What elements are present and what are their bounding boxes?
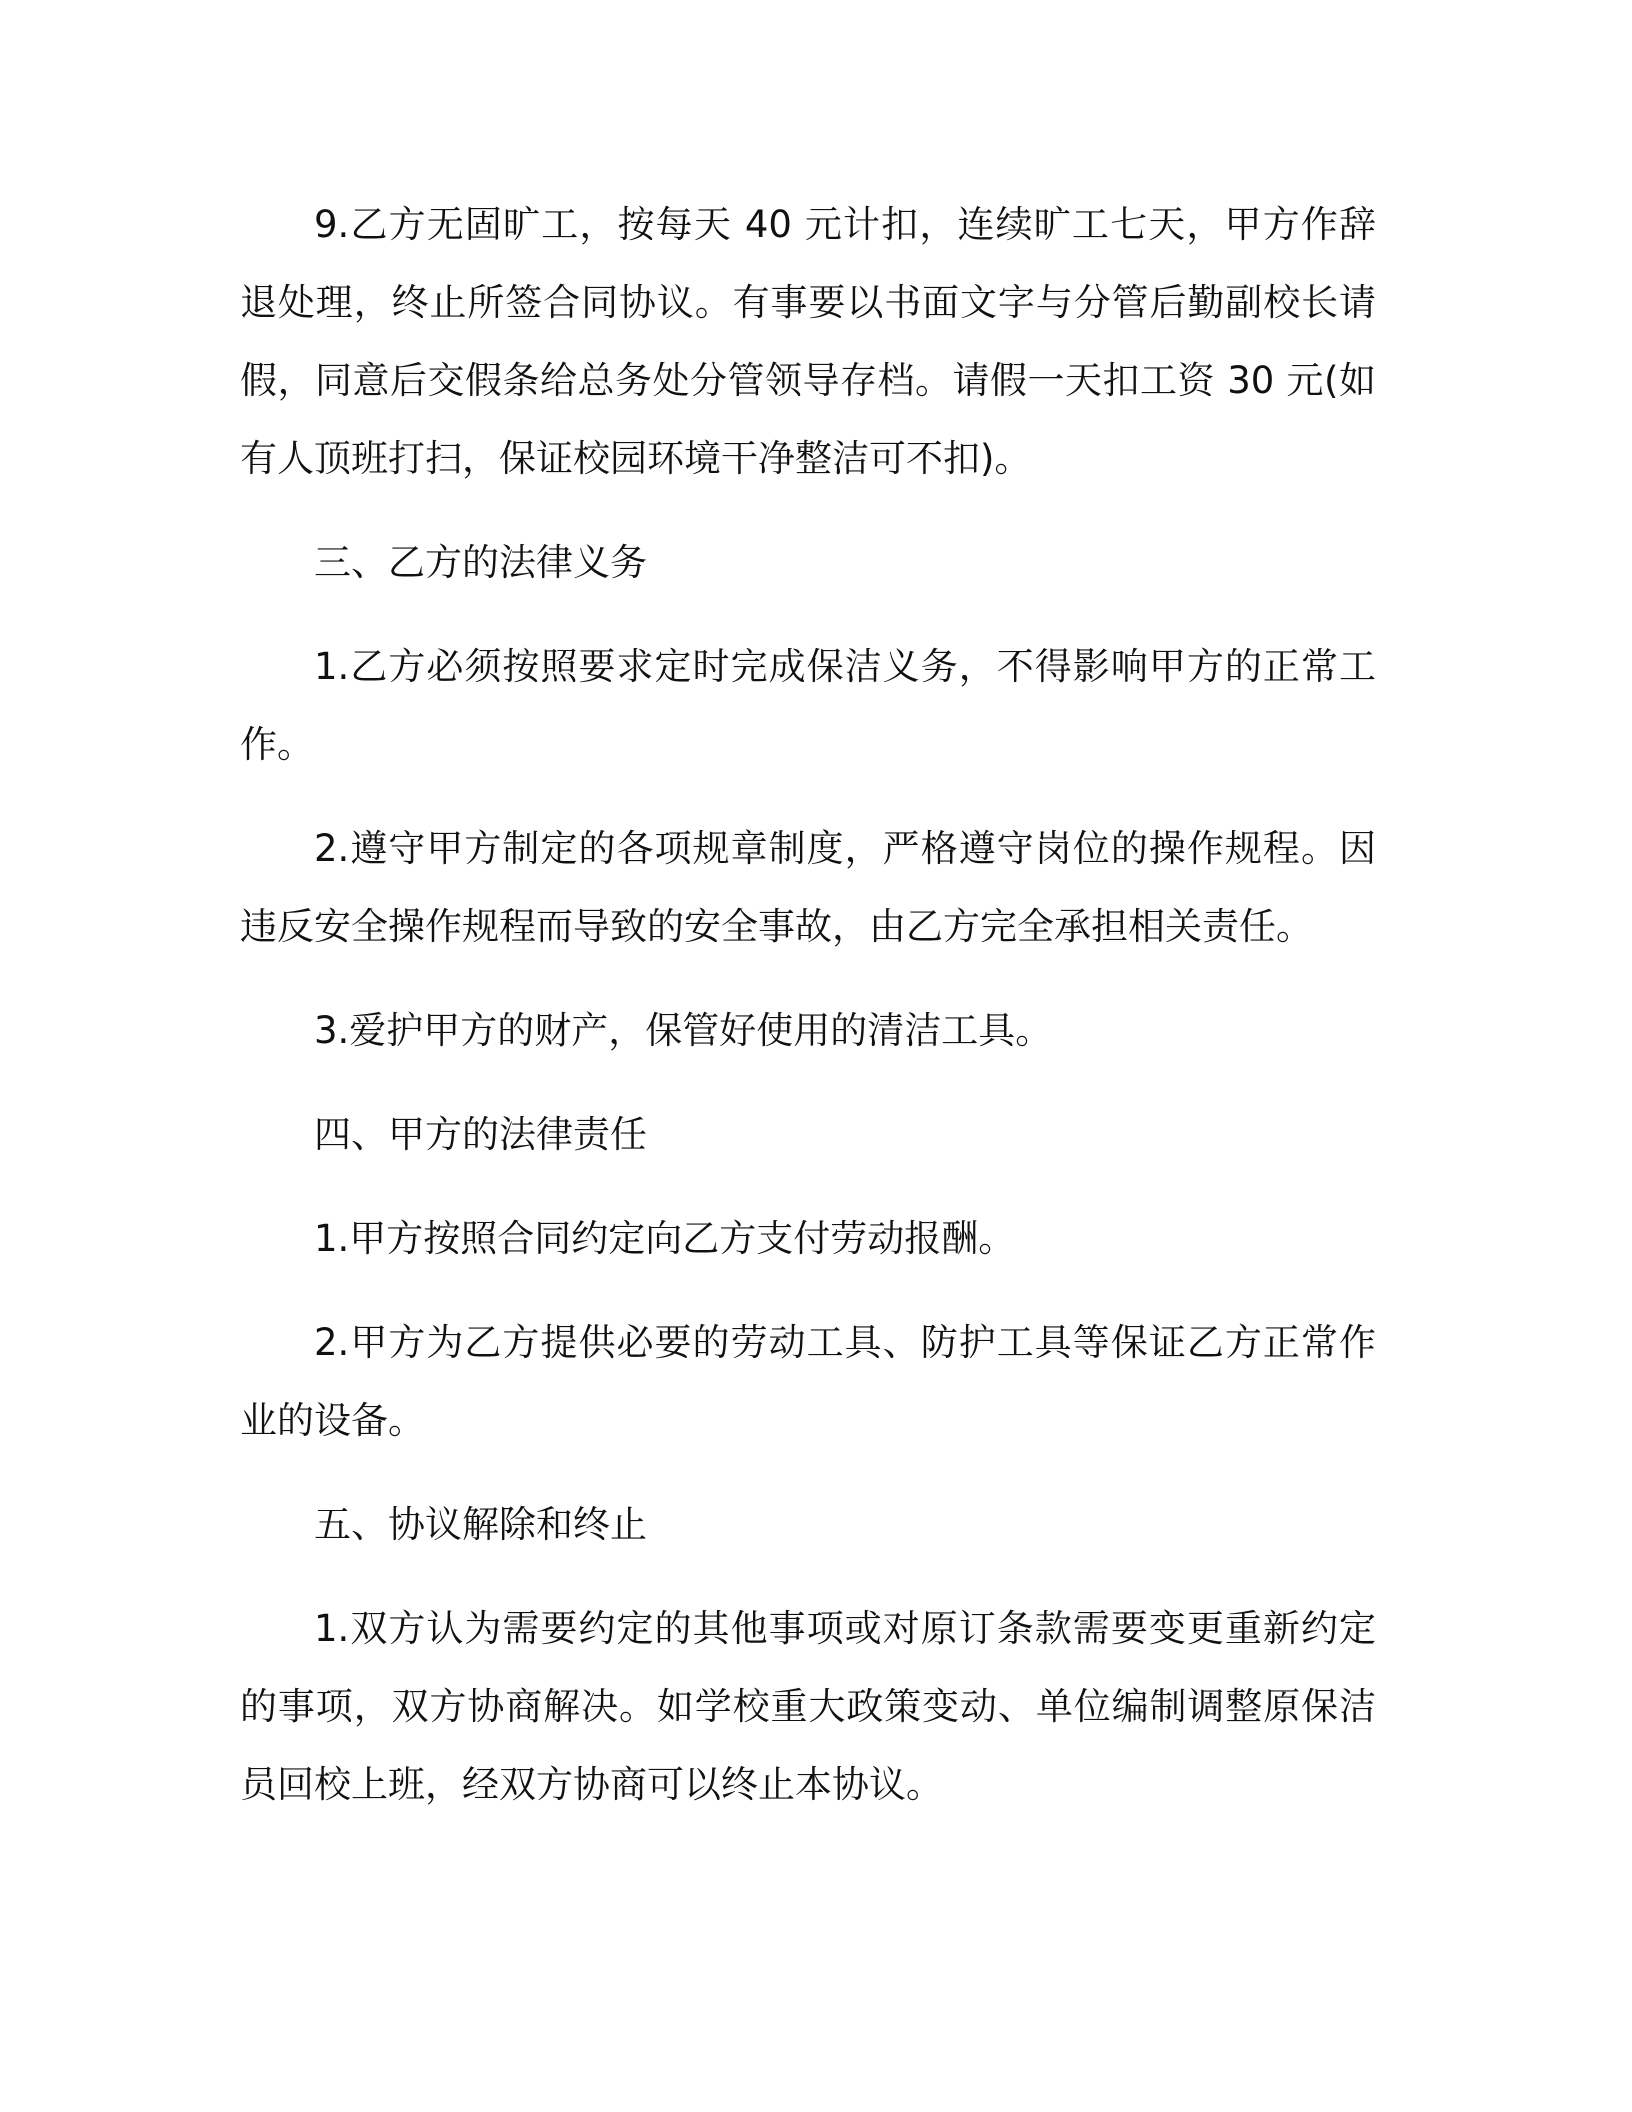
obligation-3-property-care: 3.爱护甲方的财产，保管好使用的清洁工具。 bbox=[314, 1009, 1053, 1052]
section-heading-termination: 五、协议解除和终止 bbox=[314, 1503, 647, 1546]
clause-9-absence-deduction: 9.乙方无固旷工，按每天 40 元计扣，连续旷工七天，甲方作辞退处理，终止所签合同协议。有事要以书面文字与分管后勤副校长请假，同意后交假条给总务处分管领导存档。请假一天扣工资 30 元(如有人顶班打扫，保证校园环境干净整洁可不扣)。 bbox=[240, 203, 1376, 480]
termination-1-mutual-agreement: 1.双方认为需要约定的其他事项或对原订条款需要变更重新约定的事项，双方协商解决。如学校重大政策变动、单位编制调整原保洁员回校上班，经双方协商可以终止本协议。 bbox=[240, 1607, 1376, 1806]
responsibility-2-provide-equipment: 2.甲方为乙方提供必要的劳动工具、防护工具等保证乙方正常作业的设备。 bbox=[240, 1321, 1376, 1442]
responsibility-1-pay-remuneration: 1.甲方按照合同约定向乙方支付劳动报酬。 bbox=[314, 1217, 1016, 1260]
document-body bbox=[240, 186, 1376, 1824]
obligation-2-rules-compliance: 2.遵守甲方制定的各项规章制度，严格遵守岗位的操作规程。因违反安全操作规程而导致的安全事故，由乙方完全承担相关责任。 bbox=[240, 827, 1376, 948]
section-heading-party-b-obligations: 三、乙方的法律义务 bbox=[314, 541, 647, 584]
section-heading-party-a-responsibilities: 四、甲方的法律责任 bbox=[314, 1113, 647, 1156]
obligation-1-cleaning-duty: 1.乙方必须按照要求定时完成保洁义务，不得影响甲方的正常工作。 bbox=[240, 645, 1376, 766]
